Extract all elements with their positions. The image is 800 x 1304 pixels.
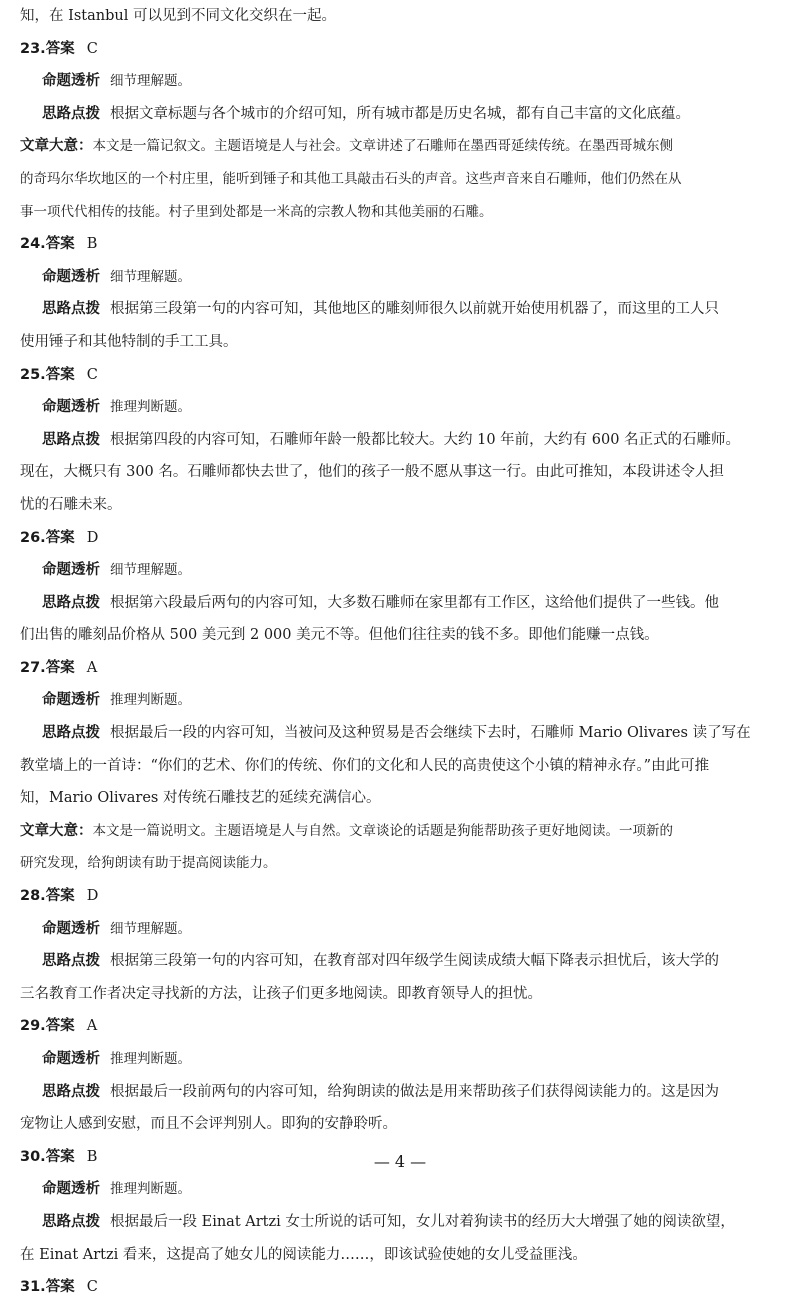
hint-text: 根据第四段的内容可知，石雕师年龄一般都比较大。大约 10 年前，大约有 600 名正式的石雕师。 — [110, 431, 741, 448]
hint-label: 思路点拨 — [42, 1213, 100, 1230]
summary-text: 本文是一篇记叙文。主题语境是人与社会。文章讲述了石雕师在墨西哥延续传统。在墨西哥城东侧 — [92, 138, 673, 155]
analysis-line — [20, 684, 785, 717]
summary-line — [20, 130, 785, 163]
answer-line — [20, 1271, 785, 1304]
hint-label: 思路点拨 — [42, 431, 100, 448]
hint-line — [20, 587, 785, 620]
answer-label: 答案 — [45, 1279, 75, 1296]
answer-label: 答案 — [45, 529, 75, 546]
hint-continuation: 现在，大概只有 300 名。石雕师都快去世了，他们的孩子一般不愿从事这一行。由此可推知，本段讲述令人担 — [20, 464, 724, 481]
analysis-value: 细节理解题。 — [110, 562, 191, 579]
question-number: 23. — [20, 40, 46, 57]
analysis-value: 推理判断题。 — [110, 692, 191, 709]
summary-text: 的奇玛尔华坎地区的一个村庄里，能听到锤子和其他工具敲击石头的声音。这些声音来自石雕师，他们仍然在从 — [20, 170, 682, 187]
answer-label: 答案 — [45, 659, 75, 676]
analysis-label: 命题透析 — [42, 1051, 100, 1067]
answer-value: A — [86, 659, 98, 676]
answer-label: 答案 — [45, 236, 75, 253]
hint-text: 根据最后一段的内容可知，当被问及这种贸易是否会继续下去时，石雕师 Mario Olivares 读了写在 — [110, 725, 751, 742]
analysis-label: 命题透析 — [42, 399, 100, 416]
hint-text: 根据文章标题与各个城市的介绍可知，所有城市都是历史名城，都有自己丰富的文化底蕴。 — [110, 105, 690, 122]
hint-continuation: 知，Mario Olivares 对传统石雕技艺的延续充满信心。 — [20, 790, 381, 807]
answer-label: 答案 — [45, 1018, 75, 1035]
answer-line — [20, 522, 785, 555]
analysis-label: 命题透析 — [42, 268, 100, 285]
hint-text: 根据第三段第一句的内容可知，在教育部对四年级学生阅读成绩大幅下降表示担忧后，该大学的 — [110, 953, 719, 970]
analysis-line — [20, 1043, 785, 1076]
question-number: 25. — [20, 366, 46, 383]
answer-line — [20, 880, 785, 913]
page-number: — 4 — — [373, 1152, 427, 1171]
hint-line — [20, 945, 785, 978]
answer-value: B — [86, 1148, 98, 1165]
analysis-label: 命题透析 — [42, 920, 100, 937]
hint-text: 根据第六段最后两句的内容可知，大多数石雕师在家里都有工作区，这给他们提供了一些钱。他 — [110, 594, 719, 611]
hint-label: 思路点拨 — [42, 301, 100, 318]
answer-key-page — [20, 0, 785, 1304]
answer-value: C — [86, 40, 98, 57]
hint-continuation: 教堂墙上的一首诗：“你们的艺术、你们的传统、你们的文化和人民的高贵使这个小镇的精神永存。”由此可推 — [20, 757, 710, 774]
answer-label: 答案 — [45, 366, 75, 383]
summary-line — [20, 815, 785, 848]
question-number: 31. — [20, 1279, 46, 1296]
hint-line — [20, 1076, 785, 1109]
analysis-value: 推理判断题。 — [110, 1181, 191, 1198]
analysis-line — [20, 261, 785, 294]
analysis-value: 推理判断题。 — [110, 399, 191, 416]
analysis-label: 命题透析 — [42, 562, 100, 579]
analysis-value: 细节理解题。 — [110, 268, 191, 285]
hint-continuation: 三名教育工作者决定寻找新的方法，让孩子们更多地阅读。即教育领导人的担忧。 — [20, 985, 542, 1002]
analysis-line — [20, 391, 785, 424]
hint-label: 思路点拨 — [42, 1083, 100, 1100]
answer-value: A — [86, 1018, 98, 1035]
analysis-label: 命题透析 — [42, 73, 100, 90]
analysis-line — [20, 554, 785, 587]
answer-value: D — [86, 529, 99, 546]
hint-label: 思路点拨 — [42, 105, 100, 122]
summary-label: 文章大意： — [20, 138, 93, 155]
question-number: 29. — [20, 1018, 46, 1035]
question-number: 24. — [20, 236, 46, 253]
hint-line — [20, 424, 785, 457]
summary-text: 事一项代代相传的技能。村子里到处都是一米高的宗教人物和其他美丽的石雕。 — [20, 203, 493, 220]
answer-line — [20, 359, 785, 392]
analysis-value: 推理判断题。 — [110, 1051, 191, 1067]
answer-value: C — [86, 366, 98, 383]
analysis-label: 命题透析 — [42, 1181, 100, 1198]
answer-value: D — [86, 888, 99, 905]
analysis-line — [20, 1173, 785, 1206]
hint-label: 思路点拨 — [42, 725, 100, 742]
answer-line — [20, 33, 785, 66]
summary-text: 研究发现，给狗朗读有助于提高阅读能力。 — [20, 855, 277, 872]
answer-line — [20, 1010, 785, 1043]
question-number: 30. — [20, 1148, 46, 1165]
hint-line — [20, 1206, 785, 1239]
analysis-line — [20, 65, 785, 98]
hint-continuation: 们出售的雕刻品价格从 500 美元到 2 000 美元不等。但他们往往卖的钱不多。即他们能赚一点钱。 — [20, 627, 659, 644]
hint-line — [20, 717, 785, 750]
hint-text: 根据最后一段 Einat Artzi 女士所说的话可知，女儿对着狗读书的经历大大增强了她的阅读欲望， — [110, 1213, 735, 1230]
analysis-value: 细节理解题。 — [110, 73, 191, 90]
analysis-label: 命题透析 — [42, 692, 100, 709]
answer-label: 答案 — [45, 1148, 75, 1165]
answer-line — [20, 228, 785, 261]
answer-value: B — [86, 236, 98, 253]
hint-continuation: 忧的石雕未来。 — [20, 496, 122, 513]
analysis-line — [20, 913, 785, 946]
hint-continuation: 在 Einat Artzi 看来，这提高了她女儿的阅读能力……，即该试验使她的女儿受益匪浅。 — [20, 1246, 587, 1263]
hint-label: 思路点拨 — [42, 594, 100, 611]
hint-line — [20, 98, 785, 131]
answer-value: C — [86, 1279, 98, 1296]
question-number: 27. — [20, 659, 46, 676]
answer-line — [20, 652, 785, 685]
question-number: 28. — [20, 888, 46, 905]
hint-label: 思路点拨 — [42, 953, 100, 970]
hint-continuation: 宠物让人感到安慰，而且不会评判别人。即狗的安静聆听。 — [20, 1116, 397, 1133]
hint-text: 根据最后一段前两句的内容可知，给狗朗读的做法是用来帮助孩子们获得阅读能力的。这是因为 — [110, 1083, 719, 1100]
answer-label: 答案 — [45, 40, 75, 57]
summary-text: 本文是一篇说明文。主题语境是人与自然。文章谈论的话题是狗能帮助孩子更好地阅读。一项新的 — [92, 822, 673, 839]
hint-line — [20, 293, 785, 326]
text-line: 知，在 Istanbul 可以见到不同文化交织在一起。 — [20, 8, 336, 24]
question-number: 26. — [20, 529, 46, 546]
summary-label: 文章大意： — [20, 822, 93, 839]
answer-label: 答案 — [45, 888, 75, 905]
hint-text: 根据第三段第一句的内容可知，其他地区的雕刻师很久以前就开始使用机器了，而这里的工人只 — [110, 301, 719, 318]
analysis-value: 细节理解题。 — [110, 920, 191, 937]
hint-continuation: 使用锤子和其他特制的手工工具。 — [20, 333, 238, 350]
